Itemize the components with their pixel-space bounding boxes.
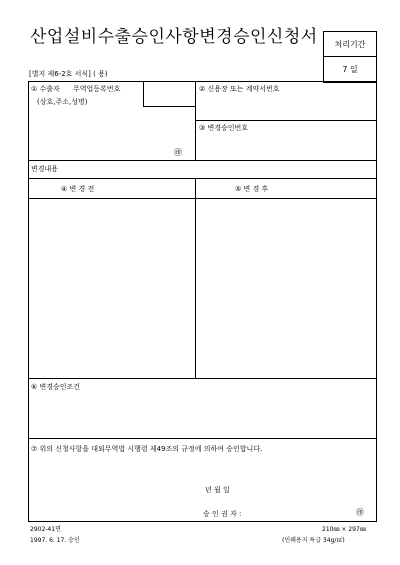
- divider-trade-reg-bottom: [143, 106, 195, 107]
- changes-section-label: 변경내용: [31, 165, 59, 173]
- before-change-label: ④ 변 경 전: [61, 185, 95, 193]
- exporter-label: ① 수출자: [31, 85, 60, 93]
- form-body: [28, 81, 377, 522]
- lc-contract-number-label: ② 신용장 또는 계약서번호: [199, 85, 280, 93]
- change-approval-number-label: ③ 변경승인번호: [199, 124, 249, 132]
- form-number: [별지 제6-2호 서식] ( 용): [29, 70, 108, 78]
- divider-lc-bottom: [195, 120, 376, 121]
- divider-section-header: [29, 178, 376, 179]
- divider-conditions-bottom: [29, 438, 376, 439]
- divider-changes-header: [29, 198, 376, 199]
- footer-approval-date: 1997. 6. 17. 승인: [30, 537, 80, 544]
- footer-paper-size: 210㎜ × 297㎜: [322, 526, 366, 533]
- divider-trade-reg-left: [143, 82, 144, 107]
- after-change-label: ⑤ 변 경 후: [235, 185, 269, 193]
- form-title: 산업설비수출승인사항변경승인신청서: [30, 27, 318, 47]
- divider-applicant-bottom: [29, 160, 376, 161]
- approver-label: 승 인 권 자 :: [203, 510, 242, 518]
- processing-period-box: [323, 31, 377, 83]
- footer-form-code: 2902-41면: [30, 526, 61, 533]
- exporter-sub-label: (상호,주소,성명): [37, 98, 88, 106]
- divider-changes-bottom: [29, 378, 376, 379]
- processing-period-value: 7 일: [342, 65, 358, 74]
- divider-changes-vertical: [195, 179, 196, 378]
- trade-registration-label: 무역업등록번호: [73, 85, 121, 93]
- date-line: 년 월 일: [205, 486, 230, 494]
- footer-paper-type: (인쇄용지 특급 34g/㎡): [282, 537, 345, 544]
- approval-conditions-label: ⑥ 변경승인조건: [31, 383, 81, 391]
- approval-declaration: ⑦ 위의 신청사항을 대외무역법 시행령 제49조의 규정에 의하여 승인합니다.: [31, 445, 263, 453]
- processing-period-label: 처리기간: [324, 32, 376, 57]
- divider-applicant-vertical: [195, 82, 196, 160]
- exporter-seal-mark: ㊞: [174, 148, 182, 157]
- approver-seal-mark: ㊞: [356, 508, 364, 517]
